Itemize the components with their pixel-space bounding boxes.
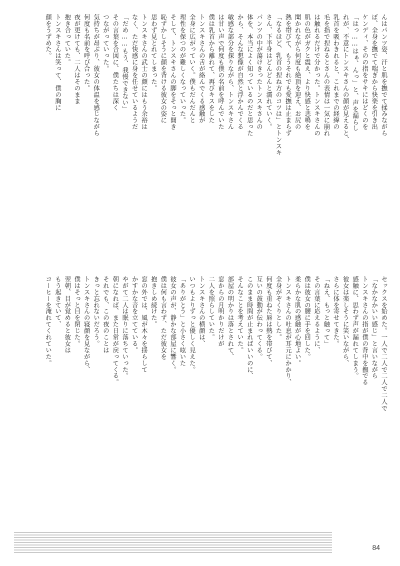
- text-column: 恥ずかしそうに顔を背ける彼女の姿に: [159, 14, 167, 124]
- text-column: から、そんな想像が自然と浮かんでくる: [236, 14, 244, 131]
- text-column: 柔らかな肌の感触が心地よい。: [293, 276, 301, 367]
- text-column: トンスキさんの指が僕の背中を撫でる: [360, 276, 368, 386]
- text-column: このまま時間が止まればいいのに、: [245, 276, 253, 380]
- text-column: 窓の外では、風が木々を揺らして: [140, 276, 148, 373]
- text-column: 「だめ……もう、我慢できない」: [120, 14, 128, 113]
- text-column: は甘い声で何度も僕の名前を呼んでいた: [216, 14, 224, 131]
- text-column: さらに体を寄せてきた。: [332, 276, 340, 347]
- text-column: 熱を帯びて、もうそれでも愛撫は止まらず: [284, 14, 292, 137]
- text-column: コーヒーを淹れてくれていた。: [44, 276, 52, 367]
- text-column: 「なるほど、乳首の捏ね方のコツは」とトンスキ: [274, 14, 282, 156]
- text-column: 乳首を吸わきれると、これまでの経緯の: [332, 14, 340, 131]
- text-column: 僕は乳首から離れて、再びキスをした: [207, 14, 215, 124]
- text-column: れが、不意にトンスキさんの顔が見えると、: [341, 14, 349, 143]
- text-column: 互いの鼓動が伝わってくる。: [255, 276, 263, 360]
- footer: [0, 530, 400, 566]
- text-column: 彼女は楽しそうに笑いながら、: [341, 276, 349, 367]
- text-column: 体を、本当によく知っているのだと思った: [245, 14, 253, 137]
- text-column: なく、ただ快感に身を任せているようだ: [130, 14, 138, 131]
- text-column: 理性を保つのが難しくなっていった。: [178, 14, 186, 124]
- text-column: そんなことを考えていた。: [236, 276, 244, 354]
- text-column: 翌朝、目が覚めると彼女は: [63, 276, 71, 354]
- text-column: 何度も名前を呼び合った。: [82, 14, 90, 92]
- text-column: 「ねえ、もっと触って」: [322, 276, 330, 347]
- text-column: 部屋の明かりは落とされて、: [226, 276, 234, 360]
- text-column: トンスキさんは笑って、僕の胸に: [53, 14, 61, 111]
- text-column: パンツの中が蕩けきったトンスキさんの: [255, 14, 263, 131]
- text-column: 窓からの月明かりだけが: [216, 276, 224, 347]
- text-column: さん、下半身はどんどんと濡れていく。: [264, 14, 272, 131]
- text-column: きっと忘れないだろう。: [92, 276, 100, 347]
- text-column: 毛を指で捏ねるとさんの表情は一気に崩れ: [322, 14, 330, 137]
- text-column: 肌の色がガクと震え、より快感と悲鳴を: [303, 14, 311, 131]
- text-column: トンスキさんの横顔は、: [197, 276, 205, 347]
- text-column: かすかな音を立てている。: [130, 276, 138, 354]
- text-column: 抱き合っていた。: [63, 14, 71, 66]
- text-column: 顔をうずめた。: [44, 14, 52, 60]
- text-column: 「なかなかいい感じ」と言いながら: [370, 276, 378, 380]
- text-column: んはパンツ姿、汗と肌を撫でて揉みながら: [380, 14, 387, 137]
- text-column: 二人を照らしていた。: [207, 276, 215, 341]
- footer-decorative-rules: [14, 532, 332, 554]
- text-tier-bottom: [12, 276, 388, 528]
- text-column: その言葉に応えるように、: [312, 276, 320, 354]
- text-column: いつもよりずっと優しく見えた。: [188, 276, 196, 373]
- text-column: そして、トンスキさんの脚をそっと開き: [168, 14, 176, 131]
- text-column: 気持ちが昂ぶり、彼女の体温を感じながら: [92, 14, 100, 137]
- text-column: トンスキさんの武士の顔にはもう余裕は: [140, 14, 148, 131]
- text-column: 僕はそっと目を閉じた。: [73, 276, 80, 347]
- text-column: つながっていった。: [101, 14, 109, 73]
- text-column: トンスキさんの吐息が耳元にかかり、: [284, 276, 292, 386]
- text-column: 何度も重ねた唇は熱を帯びて、: [264, 276, 272, 367]
- text-column: それでも、この夜のことは: [101, 276, 109, 354]
- text-column: 全身に広がっていく。僕もだんだんと: [188, 14, 196, 124]
- text-column: トンスキさんの舌が絡んでくる感触が: [197, 14, 205, 124]
- text-column: 僕は何も言わず、ただ彼女を: [159, 276, 167, 360]
- page-number: 84: [372, 545, 380, 552]
- text-column: は触れるだけで分かった。トンスキさんの: [312, 14, 320, 137]
- text-column: 抱きしめ続けた。: [149, 276, 157, 328]
- text-column: やがて二人は眠りに落ちていった。: [120, 276, 128, 380]
- body-text: [12, 14, 388, 528]
- text-column: 朝になれば、また日常が戻ってくる。: [111, 276, 119, 386]
- text-column: 彼女の声が、静かな部屋に響く。: [168, 276, 176, 373]
- text-column: その言葉を合図に、僕たちは深く: [111, 14, 119, 111]
- text-column: 「はっ……はぁ、んっ」と、声を漏らし: [351, 14, 359, 132]
- text-column: もう起きていて、: [53, 276, 61, 328]
- text-column: 思わず見とれてしまった。: [149, 14, 157, 92]
- text-column: トンスキさんの寝顔を見ながら、: [82, 276, 90, 373]
- text-tier-top: [12, 14, 388, 266]
- text-column: 感触に、思わず声が漏れてしまう。: [351, 276, 359, 380]
- text-column: ぼ、全身を撫でて喘ぎから快楽を引き出: [370, 14, 378, 131]
- text-column: 「ありがとう」と小さく呟いた: [178, 276, 186, 367]
- text-column: 全身がぞくりとした。: [274, 276, 282, 341]
- text-column: 敏感な部分を探りながら、トンスキさん: [226, 14, 234, 131]
- text-column: 聞かれながら何度も絶頂を迎え、お尻の: [293, 14, 301, 131]
- text-column: ケンディ、そのの指をサキにはどくのを: [360, 14, 368, 131]
- text-column: セックスを始めた。一人で二人で二人で二人で: [380, 276, 387, 412]
- text-column: 僕は彼女の腰に手を回した。: [303, 276, 311, 360]
- text-column: 夜が更けても、二人はそのまま: [73, 14, 80, 105]
